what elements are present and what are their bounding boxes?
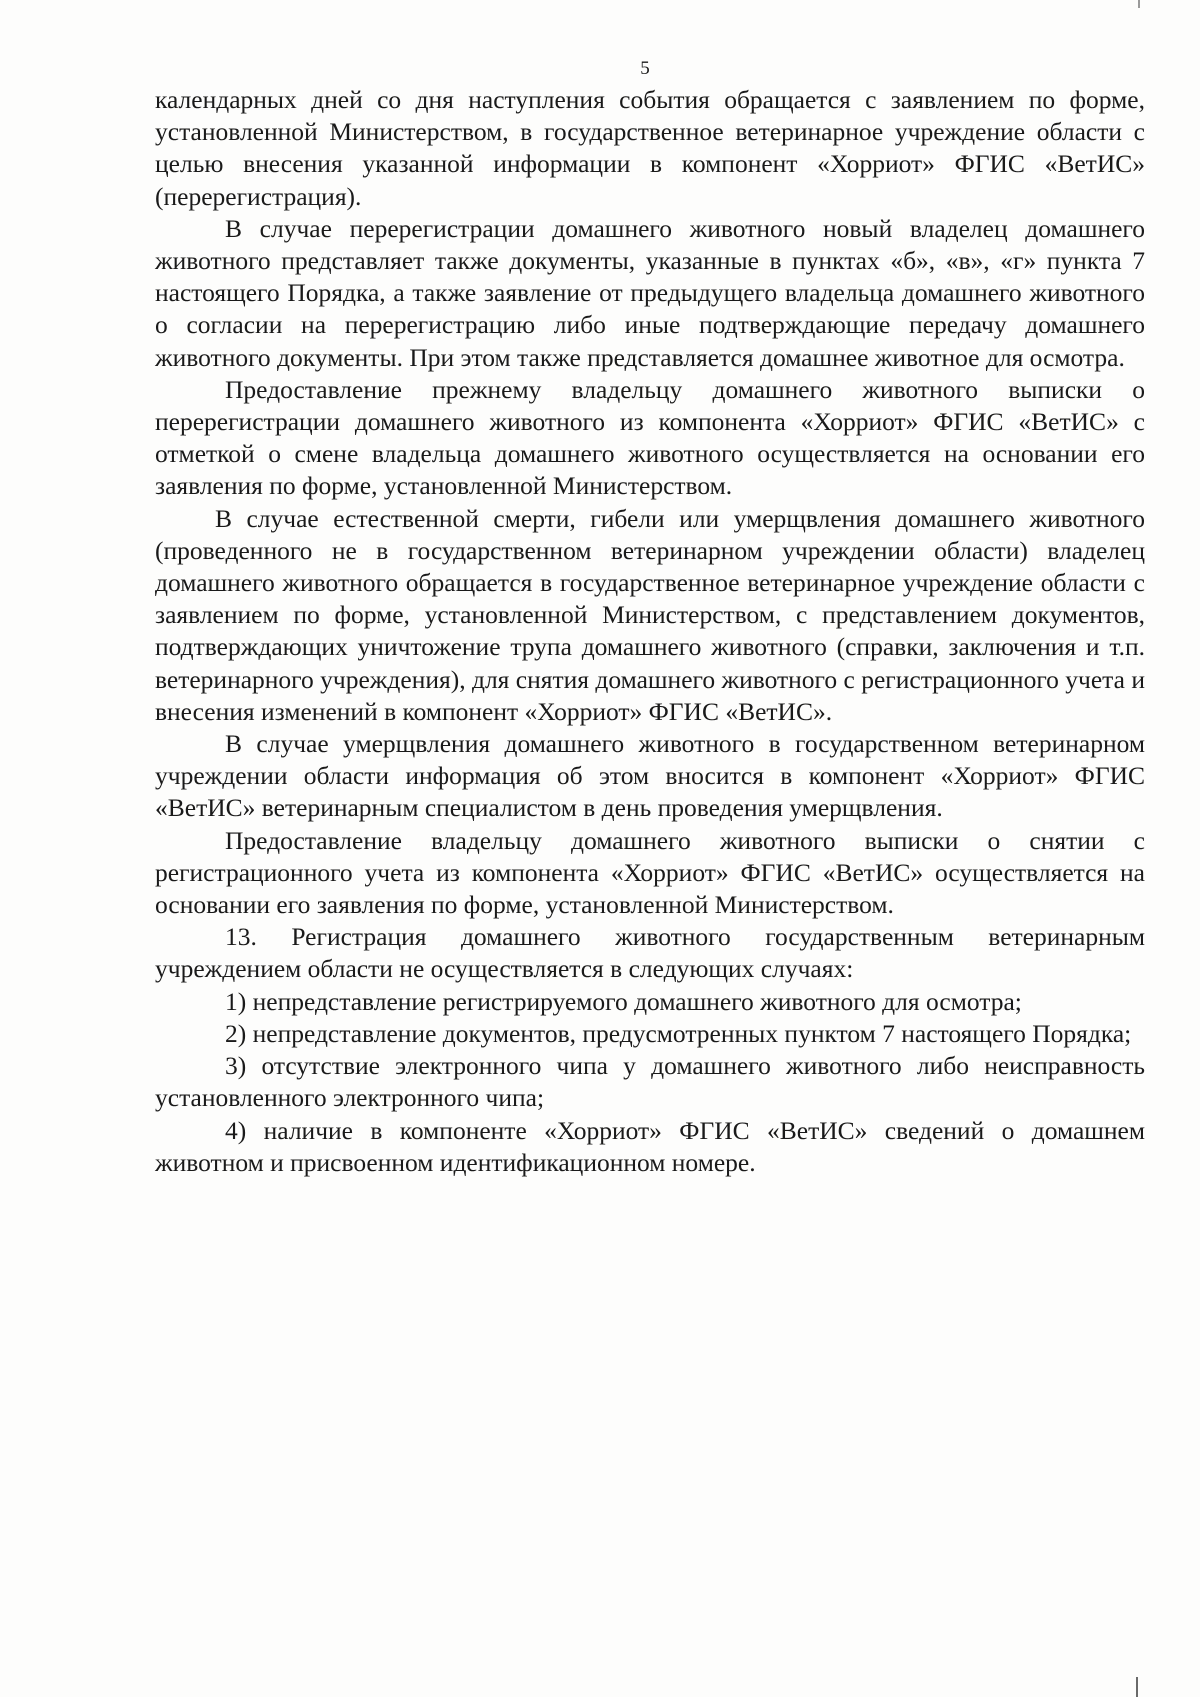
paragraph-euthanasia: В случае умерщвления домашнего животного в государственном ветеринарном учреждении области информация об этом вносится в компонент «Хорриот» ФГИС «ВетИС» ветеринарным специалистом в день проведения умерщвления.: [155, 729, 1145, 823]
paragraph-natural-death: В случае естественной смерти, гибели или умерщвления домашнего животного (проведенного не в государственном ветеринарном учреждении области) владелец домашнего животного обращается в государственное ветеринарное учреждение области с заявлением по форме, установленной Министерством, с представлением документов, подтверждающих уничтожение трупа домашнего животного (справки, заключения и т.п. ветеринарного учреждения), для снятия домашнего животного с регистрационного учета и внесения изменений в компонент «Хорриот» ФГИС «ВетИС».: [155, 503, 1145, 726]
paragraph-deregistration-extract: Предоставление владельцу домашнего животного выписки о снятии с регистрационного учета из компонента «Хорриот» ФГИС «ВетИС» осуществляется на основании его заявления по форме, установленной Министерством.: [155, 825, 1145, 920]
paragraph-item-13: 13. Регистрация домашнего животного государственным ветеринарным учреждением области не осуществляется в следующих случаях:: [155, 922, 1145, 984]
document-body: [155, 84, 1145, 1179]
paragraph-extract-previous-owner: Предоставление прежнему владельцу домашнего животного выписки о перерегистрации домашнего животного из компонента «Хорриот» ФГИС «ВетИС» с отметкой о смене владельца домашнего животного осуществляется на основании его заявления по форме, установленной Министерством.: [155, 374, 1145, 501]
list-item-2: 2) непредставление документов, предусмотренных пунктом 7 настоящего Порядка;: [225, 1018, 1132, 1048]
paragraph-continuation: календарных дней со дня наступления события обращается с заявлением по форме, установленной Министерством, в государственное ветеринарное учреждение области с целью внесения указанной информации в компонент «Хорриот» ФГИС «ВетИС» (перерегистрация).: [155, 85, 1145, 211]
list-item-1: 1) непредставление регистрируемого домашнего животного для осмотра;: [225, 986, 1022, 1016]
scan-mark-bottom: [1136, 1677, 1138, 1697]
scan-mark-top: [1138, 0, 1140, 8]
list-item-3: 3) отсутствие электронного чипа у домашнего животного либо неисправность установленного электронного чипа;: [155, 1051, 1145, 1113]
page-number: 5: [640, 58, 650, 79]
list-item-4: 4) наличие в компоненте «Хорриот» ФГИС «ВетИС» сведений о домашнем животном и присвоенном идентификационном номере.: [155, 1115, 1145, 1177]
paragraph-reregistration: В случае перерегистрации домашнего животного новый владелец домашнего животного представляет также документы, указанные в пунктах «б», «в», «г» пункта 7 настоящего Порядка, а также заявление от предыдущего владельца домашнего животного о согласии на перерегистрацию либо иные подтверждающие передачу домашнего животного документы. При этом также представляется домашнее животное для осмотра.: [155, 213, 1145, 372]
